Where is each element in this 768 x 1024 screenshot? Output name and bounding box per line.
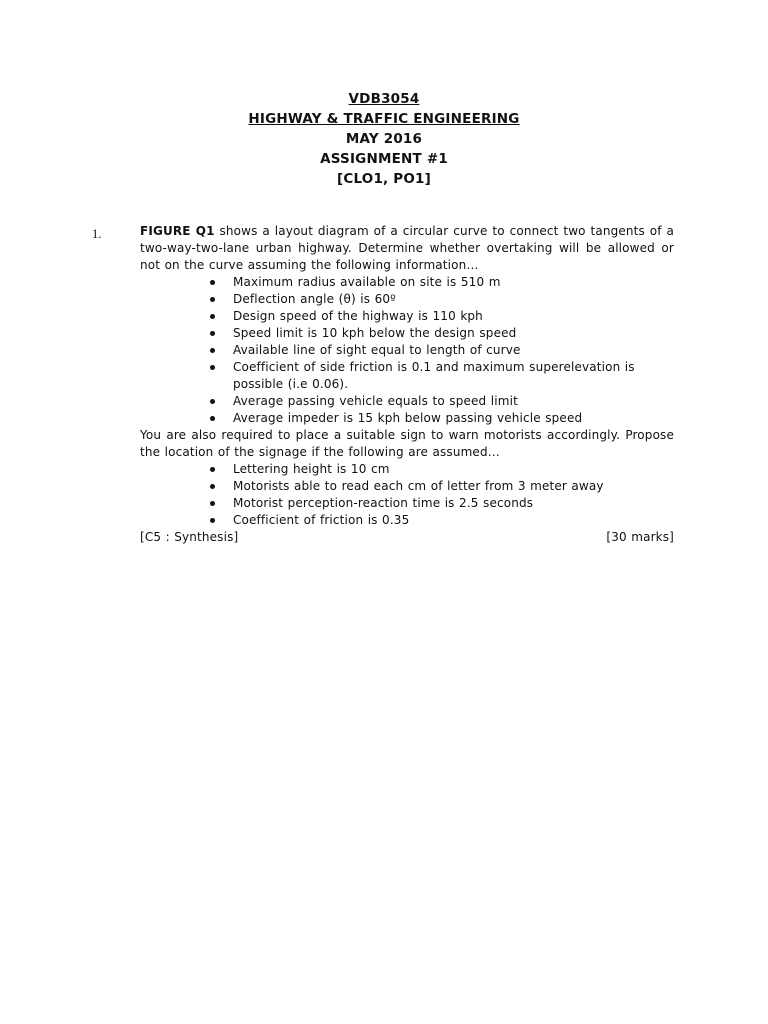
list-item: Motorist perception-reaction time is 2.5 seconds (140, 495, 674, 512)
bullet-icon (210, 484, 215, 489)
learning-outcomes: [CLO1, PO1] (336, 171, 432, 187)
list-item: Lettering height is 10 cm (140, 461, 674, 478)
bullet-icon (210, 314, 215, 319)
question-body (140, 223, 674, 546)
bullet-icon (210, 280, 215, 285)
intro-text: shows a layout diagram of a circular curve to connect two tangents of a two-way-two-lane urban highway. Determine whether overtaking will be allowed or not on the curve assuming the following information… (140, 224, 674, 272)
figure-reference: FIGURE Q1 (140, 224, 215, 238)
list-item: Deflection angle (θ) is 60º (140, 291, 674, 308)
bullet-icon (210, 331, 215, 336)
list-item: Average passing vehicle equals to speed limit (140, 393, 674, 410)
assignment-title: ASSIGNMENT #1 (320, 151, 448, 167)
bullet-icon (210, 297, 215, 302)
list-item: Design speed of the highway is 110 kph (140, 308, 674, 325)
list-item: Motorists able to read each cm of letter from 3 meter away (140, 478, 674, 495)
list-item: Average impeder is 15 kph below passing vehicle speed (140, 410, 674, 427)
signage-assumptions-list (140, 461, 674, 529)
signage-instruction: You are also required to place a suitable sign to warn motorists accordingly. Propose the location of the signage if the following are assumed… (140, 428, 674, 459)
course-code: VDB3054 (348, 91, 420, 107)
document-header (0, 89, 768, 189)
marks-allocation: [30 marks] (606, 530, 674, 544)
bullet-icon (210, 348, 215, 353)
list-item: Coefficient of friction is 0.35 (140, 512, 674, 529)
list-item: Coefficient of side friction is 0.1 and maximum superelevation is possible (i.e 0.06). (140, 359, 674, 393)
question-number: 1. (92, 227, 102, 241)
list-item: Maximum radius available on site is 510 m (140, 274, 674, 291)
bullet-icon (210, 399, 215, 404)
bullet-icon (210, 365, 215, 370)
course-title: HIGHWAY & TRAFFIC ENGINEERING (248, 111, 520, 127)
given-information-list (140, 274, 674, 427)
list-item: Speed limit is 10 kph below the design speed (140, 325, 674, 342)
question-intro (140, 223, 674, 274)
exam-date: MAY 2016 (345, 131, 423, 147)
bullet-icon (210, 518, 215, 523)
bullet-icon (210, 416, 215, 421)
bullet-icon (210, 501, 215, 506)
cognitive-level: [C5 : Synthesis] (140, 530, 239, 544)
list-item: Available line of sight equal to length of curve (140, 342, 674, 359)
marks-row (140, 529, 674, 546)
bullet-icon (210, 467, 215, 472)
